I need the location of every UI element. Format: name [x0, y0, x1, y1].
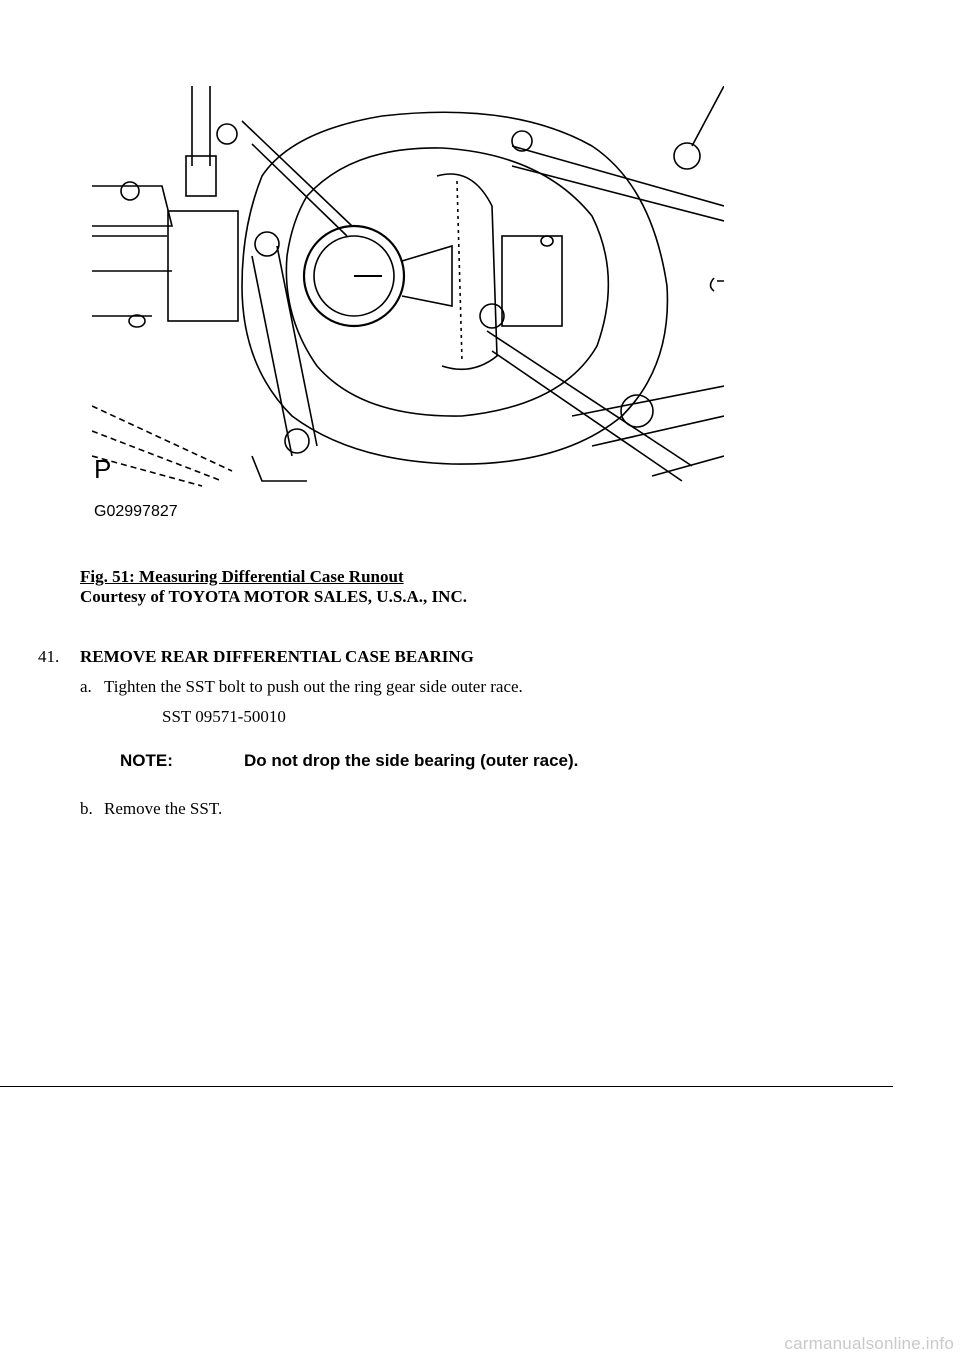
- step-number: 41.: [38, 647, 60, 666]
- substep-text: Remove the SST.: [104, 799, 223, 818]
- arm-foot: [252, 456, 307, 481]
- substep-b: [80, 799, 222, 819]
- bolt-head: [480, 304, 504, 328]
- substep-letter: a.: [80, 677, 92, 696]
- watermark: carmanualsonline.info: [784, 1334, 954, 1353]
- right-rod: [692, 86, 724, 146]
- bolt-head: [121, 182, 139, 200]
- lower-arm: [487, 331, 692, 481]
- left-lower-frame: [92, 406, 232, 486]
- bolt-head: [674, 143, 700, 169]
- step-title: REMOVE REAR DIFFERENTIAL CASE BEARING: [80, 647, 474, 666]
- bearing-cap: [502, 236, 562, 326]
- ring-gear: [437, 174, 497, 369]
- substep-a: [80, 677, 523, 697]
- figure-caption: [80, 567, 467, 607]
- figure-title[interactable]: Fig. 51: Measuring Differential Case Runout: [80, 567, 404, 586]
- illustration-differential-runout: [92, 86, 724, 526]
- hole: [541, 236, 553, 246]
- rod-clamp: [186, 156, 216, 196]
- left-frame-lines: [92, 236, 172, 316]
- figure-letter: P: [94, 454, 112, 484]
- substep-letter: b.: [80, 799, 93, 818]
- substep-text: Tighten the SST bolt to push out the ring gear side outer race.: [104, 677, 523, 696]
- bolt-head: [255, 232, 279, 256]
- page-divider: [0, 1086, 893, 1087]
- sst-number: SST 09571-50010: [162, 707, 286, 726]
- gauge-stem: [402, 246, 452, 306]
- housing-inner-ring: [286, 148, 608, 416]
- clamp-knob: [217, 124, 237, 144]
- note-text: Do not drop the side bearing (outer race).: [244, 751, 579, 770]
- figure-credit: Courtesy of TOYOTA MOTOR SALES, U.S.A., INC.: [80, 587, 467, 606]
- left-frame: [92, 186, 172, 226]
- gauge-rod: [192, 86, 210, 166]
- edge-mark: [711, 278, 725, 291]
- ring-gear-teeth: [457, 181, 462, 361]
- left-bracket: [168, 211, 238, 321]
- note-label: NOTE:: [120, 751, 173, 770]
- figure-code: G02997827: [94, 503, 178, 520]
- right-arm: [512, 146, 724, 221]
